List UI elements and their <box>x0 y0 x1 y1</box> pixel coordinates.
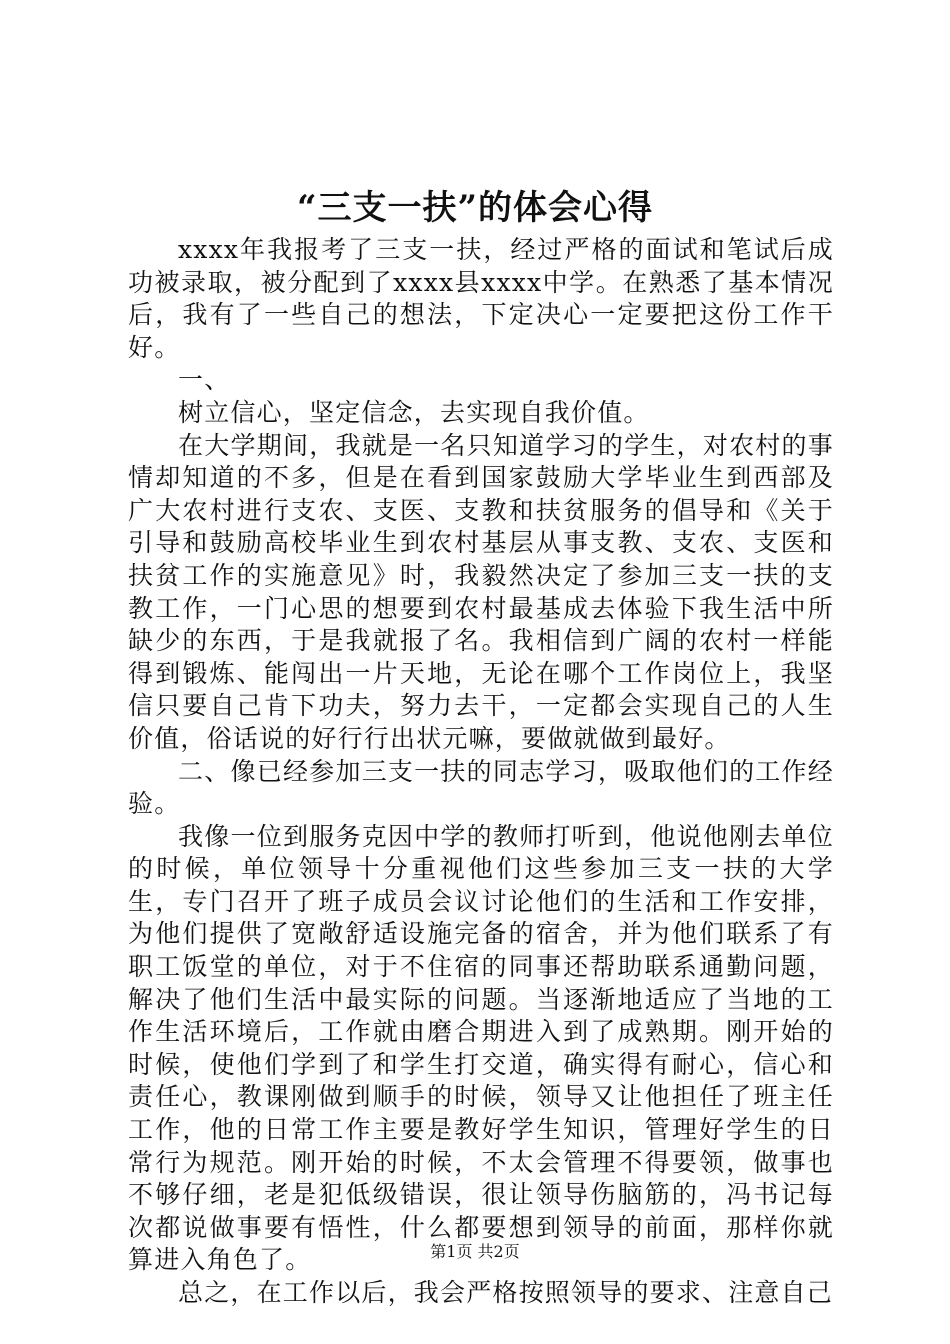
paragraph-university: 在大学期间，我就是一名只知道学习的学生，对农村的事情却知道的不多，但是在看到国家鼓励大学毕业生到西部及广大农村进行支农、支医、支教和扶贫服务的倡导和《关于引导和鼓励高校毕业生到农村基层从事支教、支农、支医和扶贫工作的实施意见》时，我毅然决定了参加三支一扶的支教工作，一门心思的想要到农村最基成去体验下我生活中所缺少的东西，于是我就报了名。我相信到广阔的农村一样能得到锻炼、能闯出一片天地，无论在哪个工作岗位上，我坚信只要自己肯下功夫，努力去干，一定都会实现自己的人生价值，俗话说的好行行出状元嘛，要做就做到最好。 <box>128 430 834 753</box>
paragraph-section-one-heading: 树立信心，坚定信念，去实现自我价值。 <box>178 397 650 427</box>
paragraph-conclusion: 总之，在工作以后，我会严格按照领导的要求、注意自己 <box>178 1278 834 1307</box>
page-number-footer: 第1页 共2页 <box>430 1242 520 1261</box>
paragraph-intro: xxxx年我报考了三支一扶，经过严格的面试和笔试后成功被录取，被分配到了xxxx县xxxx中学。在熟悉了基本情况后，我有了一些自己的想法，下定决心一定要把这份工作干好。 <box>128 235 834 362</box>
paragraph-colleague-experience: 我像一位到服务克因中学的教师打听到，他说他刚去单位的时候，单位领导十分重视他们这些参加三支一扶的大学生，专门召开了班子成员会议讨论他们的生活和工作安排，为他们提供了宽敞舒适设施完备的宿舍，并为他们联系了有职工饭堂的单位，对于不住宿的同事还帮助联系通勤问题，解决了他们生活中最实际的问题。当逐渐地适应了当地的工作生活环境后，工作就由磨合期进入到了成熟期。刚开始的时候，使他们学到了和学生打交道，确实得有耐心，信心和责任心，教课刚做到顺手的时候，领导又让他担任了班主任工作，他的日常工作主要是教好学生知识，管理好学生的日常行为规范。刚开始的时候，不太会管理不得要领，做事也不够仔细，老是犯低级错误，很让领导伤脑筋的，冯书记每次都说做事要有悟性，什么都要想到领导的前面，那样你就算进入角色了。 <box>128 821 834 1275</box>
document-title: “三支一扶”的体会心得 <box>296 188 654 228</box>
document-body <box>128 234 834 1310</box>
paragraph-section-one-marker: 一、 <box>178 365 231 395</box>
paragraph-section-two-heading: 二、像已经参加三支一扶的同志学习，吸取他们的工作经验。 <box>128 756 834 819</box>
